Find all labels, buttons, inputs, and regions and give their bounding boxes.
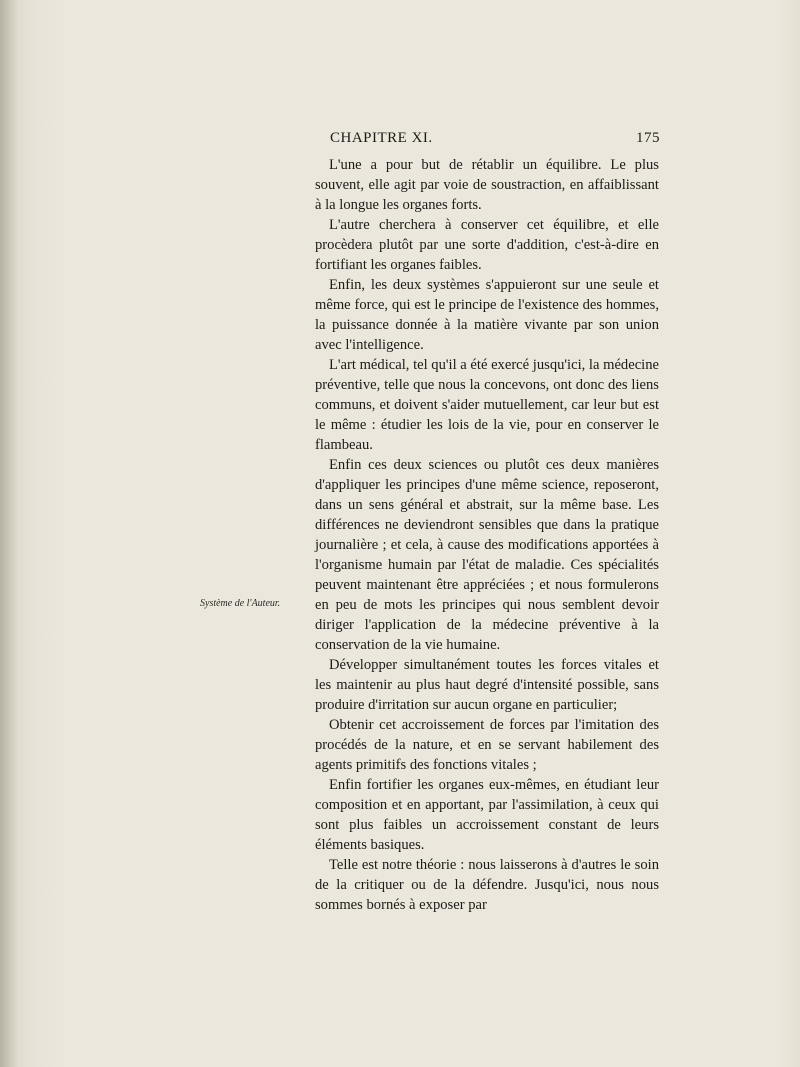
paragraph: L'une a pour but de rétablir un équilibre. Le plus souvent, elle agit par voie de soustraction, en affaiblissant à la longue les organes forts. (315, 157, 659, 213)
binding-shadow (0, 0, 18, 1067)
paragraph: L'autre cherchera à conserver cet équilibre, et elle procèdera plutôt par une sorte d'addition, c'est-à-dire en fortifiant les organes faibles. (315, 217, 659, 273)
paragraph: Enfin fortifier les organes eux-mêmes, en étudiant leur composition et en apportant, par l'assimilation, à ceux qui sont plus faibles un accroissement constant de leurs éléments basiques. (315, 777, 659, 853)
body-text (315, 155, 659, 915)
paragraph: Enfin, les deux systèmes s'appuieront sur une seule et même force, qui est le principe de l'existence des hommes, la puissance donnée à la matière vivante par son union avec l'intelligence. (315, 277, 659, 353)
running-head (330, 130, 660, 150)
paragraph: Telle est notre théorie : nous laisserons à d'autres le soin de la critiquer ou de la défendre. Jusqu'ici, nous nous sommes bornés à exposer par (315, 857, 659, 913)
paragraph: Enfin ces deux sciences ou plutôt ces deux manières d'appliquer les principes d'une même science, reposeront, dans un sens général et abstrait, sur la même base. Les différences ne deviendront sensibles que dans la pratique journalière ; et cela, à cause des modifications apportées à l'organisme humain par l'état de maladie. Ces spécialités peuvent maintenant être appréciées ; et nous formulerons en peu de mots les principes qui nous semblent devoir diriger l'application de la médecine préventive à la conservation de la vie humaine. (315, 457, 659, 653)
paragraph: Obtenir cet accroissement de forces par l'imitation des procédés de la nature, et en se servant habilement des agents primitifs des fonctions vitales ; (315, 717, 659, 773)
chapter-title: CHAPITRE XI. (330, 130, 433, 146)
paragraph: L'art médical, tel qu'il a été exercé jusqu'ici, la médecine préventive, telle que nous la concevons, ont donc des liens communs, et doivent s'aider mutuellement, car leur but est le même : étudier les lois de la vie, pour en conserver le flambeau. (315, 357, 660, 453)
margin-note: Système de l'Auteur. (200, 598, 281, 609)
page-number: 175 (636, 130, 660, 146)
paragraph: Développer simultanément toutes les forces vitales et les maintenir au plus haut degré d'intensité possible, sans produire d'irritation sur aucun organe en particulier; (315, 657, 659, 713)
